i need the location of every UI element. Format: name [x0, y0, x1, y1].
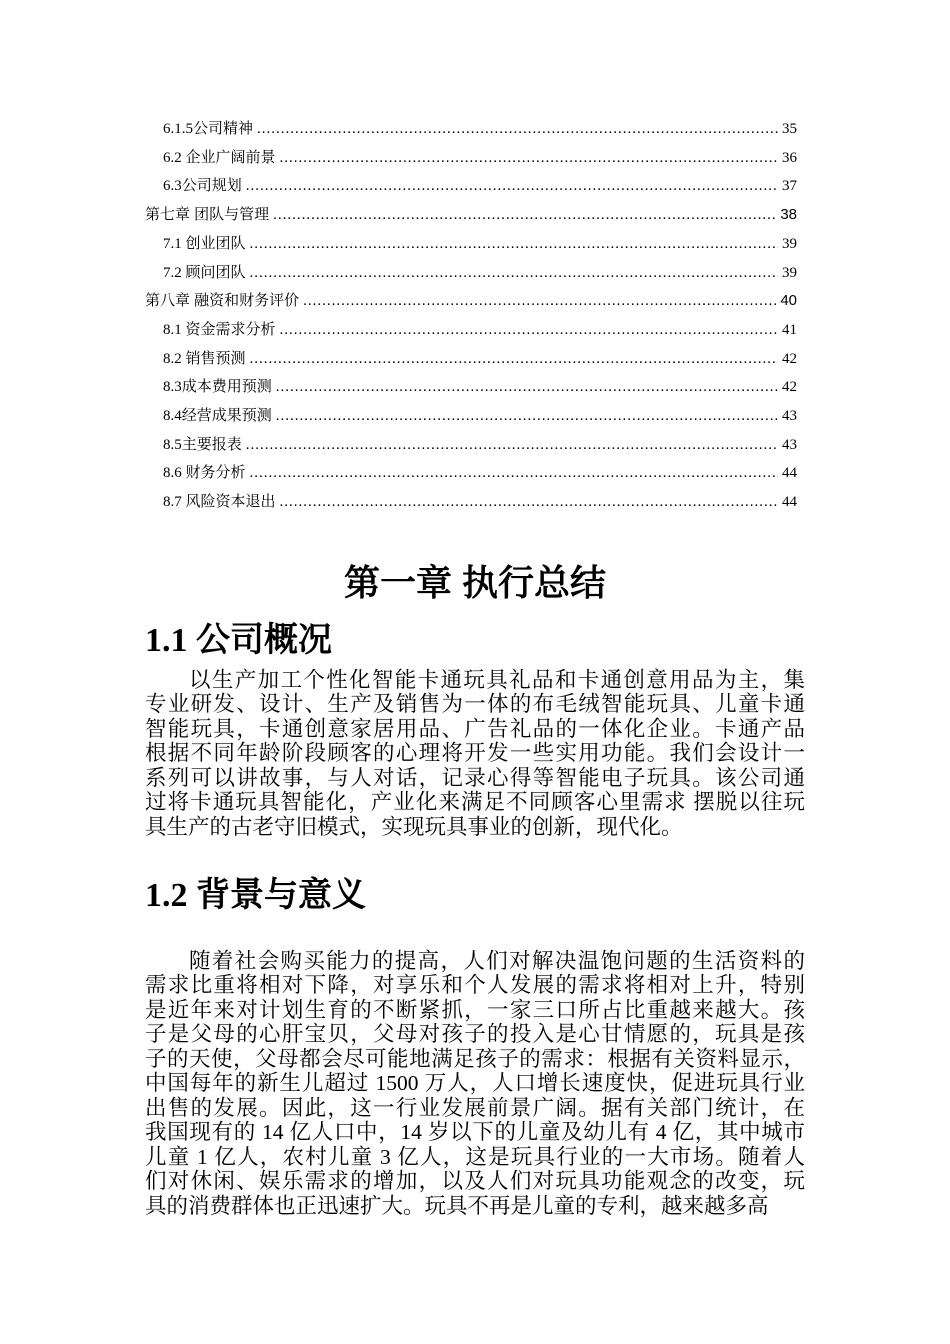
toc-entry-label: 第八章 融资和财务评价 — [145, 292, 300, 310]
toc-dot-leader — [246, 434, 778, 456]
section-heading-1-2: 1.2 背景与意义 — [145, 877, 366, 914]
toc-page-number: 39 — [782, 235, 797, 252]
toc-entry-label: 6.3公司规划 — [163, 178, 242, 195]
toc-entry-label: 8.6 财务分析 — [163, 465, 246, 482]
toc-dot-leader — [250, 462, 778, 484]
toc-dot-leader — [303, 290, 776, 312]
toc-dot-leader — [257, 118, 778, 140]
toc-entry[interactable] — [163, 118, 797, 140]
chapter-title: 第一章 执行总结 — [343, 562, 606, 603]
toc-entry[interactable] — [145, 290, 797, 312]
toc-page-number: 44 — [782, 465, 797, 482]
toc-page-number: 39 — [782, 264, 797, 281]
toc-dot-leader — [276, 405, 778, 427]
paragraph-line: 专业研发、设计、生产及销售为一体的布毛绒智能玩具、儿童卡通 — [145, 692, 805, 717]
toc-entry-label: 6.1.5公司精神 — [163, 121, 254, 137]
paragraph-line: 根据不同年龄阶段顾客的心理将开发一些实用功能。我们会设计一 — [145, 741, 805, 766]
toc-dot-leader — [280, 491, 778, 513]
paragraph-line: 中国每年的新生儿超过 1500 万人，人口增长速度快，促进玩具行业 — [145, 1071, 805, 1096]
toc-entry[interactable] — [163, 405, 797, 427]
toc-dot-leader — [250, 348, 778, 370]
toc-page-number: 44 — [782, 494, 797, 511]
toc-entry-label: 8.4经营成果预测 — [163, 408, 272, 424]
paragraph-line: 过将卡通玩具智能化，产业化来满足不同顾客心里需求 摆脱以往玩 — [145, 790, 805, 815]
toc-page-number: 37 — [782, 178, 797, 195]
toc-dot-leader — [280, 319, 778, 341]
paragraph-line: 是近年来对计划生育的不断紧抓，一家三口所占比重越来越大。孩 — [145, 997, 805, 1022]
paragraph-line: 子的天使，父母都会尽可能地满足孩子的需求：根据有关资料显示， — [145, 1046, 805, 1071]
toc-page-number: 42 — [782, 379, 797, 396]
toc-dot-leader — [276, 376, 778, 398]
paragraph-line: 具生产的古老守旧模式，实现玩具事业的创新，现代化。 — [145, 814, 683, 839]
paragraph-line: 出售的发展。因此，这一行业发展前景广阔。据有关部门统计，在 — [145, 1095, 805, 1120]
toc-page-number: 35 — [782, 121, 797, 137]
toc-dot-leader — [250, 233, 778, 255]
paragraph-line: 需求比重将相对下降，对享乐和个人发展的需求将相对上升，特别 — [145, 973, 805, 998]
toc-entry-label: 8.1 资金需求分析 — [163, 321, 276, 338]
toc-entry-label: 8.5主要报表 — [163, 436, 242, 453]
section-heading-1-1: 1.1 公司概况 — [145, 622, 332, 659]
toc-entry[interactable] — [163, 376, 797, 398]
toc-entry[interactable] — [163, 147, 797, 169]
toc-dot-leader — [273, 204, 776, 226]
toc-page-number: 36 — [782, 149, 797, 166]
toc-dot-leader — [250, 262, 778, 284]
toc-entry[interactable] — [145, 204, 797, 226]
paragraph-line: 们对休闲、娱乐需求的增加，以及人们对玩具功能观念的改变，玩 — [145, 1169, 805, 1194]
toc-entry-label: 第七章 团队与管理 — [145, 206, 270, 224]
toc-page-number: 41 — [782, 321, 797, 338]
toc-entry-label: 8.2 销售预测 — [163, 350, 246, 367]
toc-entry[interactable] — [163, 434, 797, 456]
toc-page-number: 42 — [782, 350, 797, 367]
toc-entry-label: 7.2 顾问团队 — [163, 264, 246, 281]
toc-entry[interactable] — [163, 233, 797, 255]
toc-page-number: 40 — [780, 292, 797, 310]
toc-page-number: 43 — [782, 436, 797, 453]
toc-entry[interactable] — [163, 491, 797, 513]
paragraph-line: 子是父母的心肝宝贝，父母对孩子的投入是心甘情愿的，玩具是孩 — [145, 1022, 805, 1047]
toc-page-number: 38 — [780, 206, 797, 224]
toc-entry[interactable] — [163, 348, 797, 370]
toc-entry[interactable] — [163, 262, 797, 284]
toc-entry[interactable] — [163, 462, 797, 484]
toc-entry[interactable] — [163, 175, 797, 197]
toc-dot-leader — [280, 147, 778, 169]
paragraph-line: 具的消费群体也正迅速扩大。玩具不再是儿童的专利，越来越多高 — [145, 1193, 769, 1218]
paragraph-line: 智能玩具，卡通创意家居用品、广告礼品的一体化企业。卡通产品 — [145, 716, 805, 741]
toc-page-number: 43 — [782, 408, 797, 424]
toc-entry-label: 8.7 风险资本退出 — [163, 494, 276, 511]
paragraph-line: 儿童 1 亿人，农村儿童 3 亿人，这是玩具行业的一大市场。随着人 — [145, 1144, 805, 1169]
toc-entry-label: 6.2 企业广阔前景 — [163, 149, 276, 166]
toc-entry[interactable] — [163, 319, 797, 341]
toc-entry-label: 7.1 创业团队 — [163, 235, 246, 252]
toc-dot-leader — [246, 175, 778, 197]
toc-entry-label: 8.3成本费用预测 — [163, 379, 272, 396]
paragraph-line: 以生产加工个性化智能卡通玩具礼品和卡通创意用品为主，集 — [189, 668, 805, 692]
paragraph-line: 系列可以讲故事，与人对话，记录心得等智能电子玩具。该公司通 — [145, 765, 805, 790]
paragraph-line: 随着社会购买能力的提高，人们对解决温饱问题的生活资料的 — [189, 949, 805, 973]
paragraph-line: 我国现有的 14 亿人口中，14 岁以下的儿童及幼儿有 4 亿，其中城市 — [145, 1120, 805, 1145]
